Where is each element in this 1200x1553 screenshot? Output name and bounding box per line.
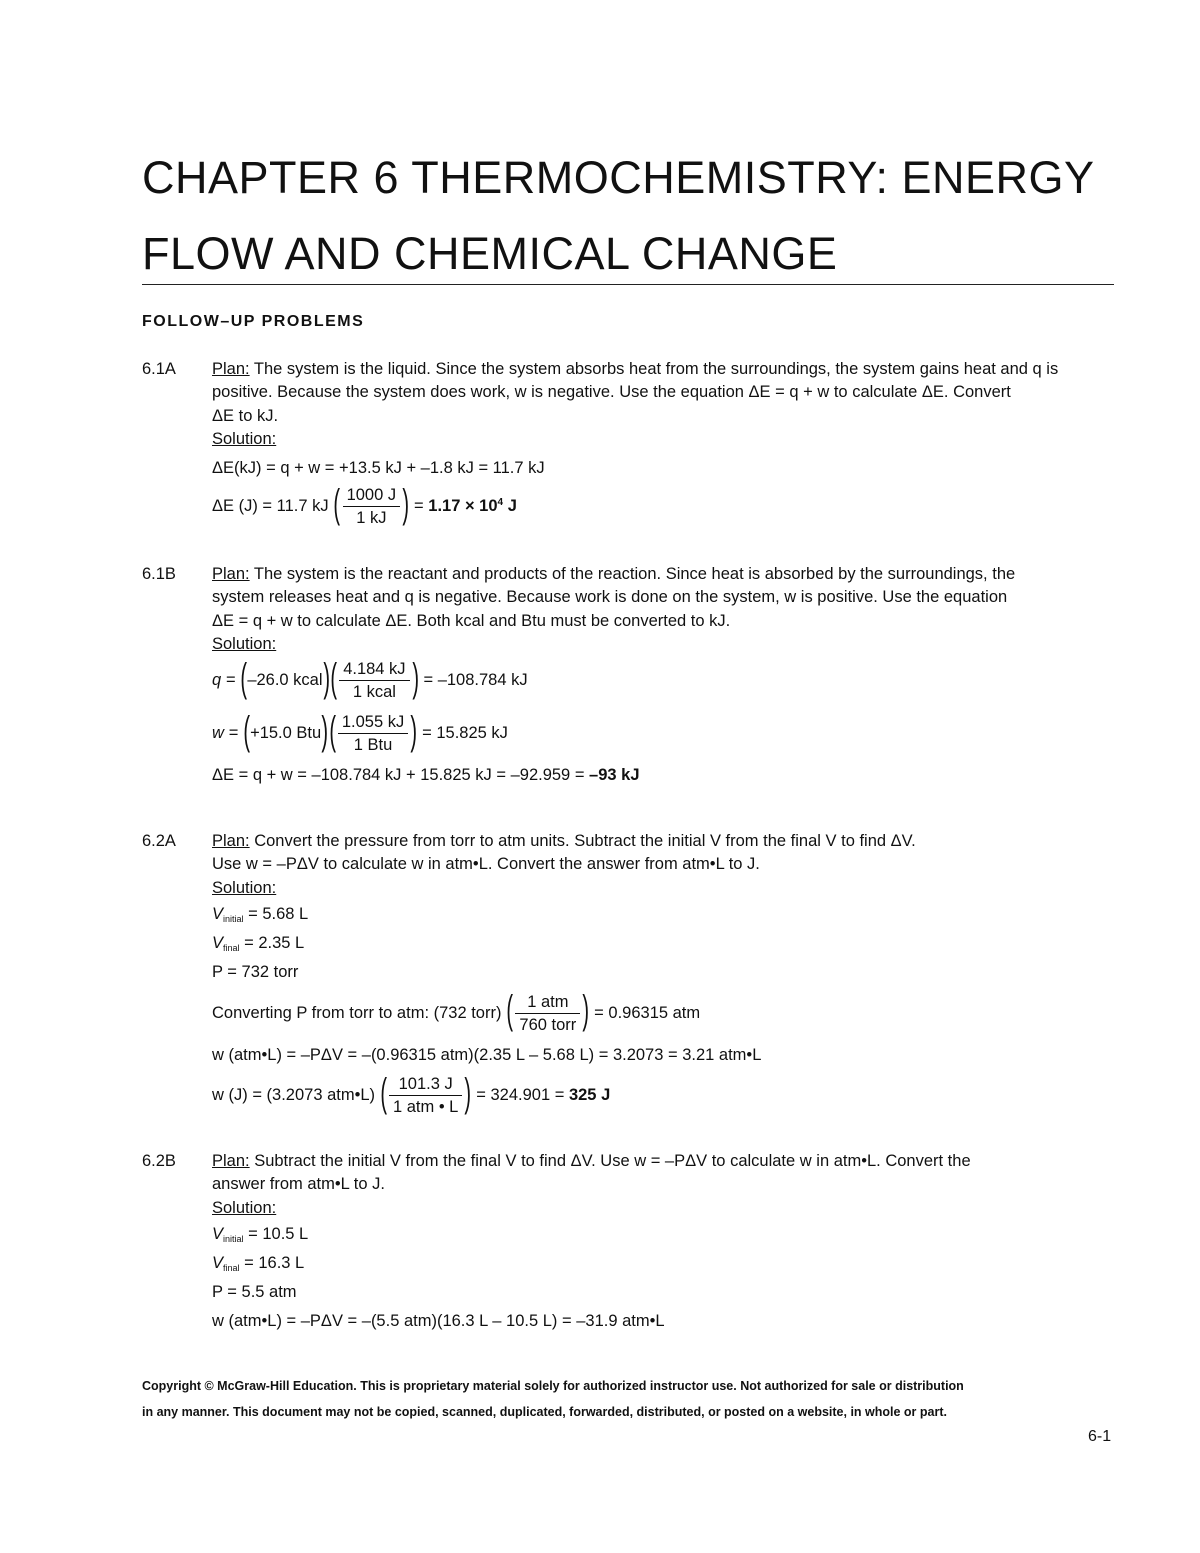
volume-value: = 10.5 L bbox=[243, 1224, 309, 1243]
solution-label: Solution: bbox=[212, 429, 277, 448]
fraction-denominator: 1 atm • L bbox=[392, 1098, 459, 1117]
equation-energy-change bbox=[212, 764, 1117, 787]
initial-volume bbox=[212, 1220, 1117, 1249]
title-divider bbox=[142, 284, 1114, 285]
fraction-denominator: 1 kJ bbox=[356, 509, 387, 528]
problem-number: 6.2A bbox=[142, 832, 176, 850]
volume-symbol: V bbox=[212, 904, 224, 923]
plan-line-2: system releases heat and q is negative. Because work is done on the system, w is positive. Use the equation bbox=[212, 588, 1008, 607]
equation-heat bbox=[212, 655, 1117, 703]
problem-body bbox=[212, 1150, 1117, 1336]
eq-left: q = bbox=[212, 671, 240, 690]
initial-volume bbox=[212, 900, 1117, 929]
conversion-fraction bbox=[339, 658, 409, 703]
fraction-numerator: 4.184 kJ bbox=[339, 658, 409, 681]
problem-number: 6.1A bbox=[142, 360, 176, 378]
eq-left: w (J) = (3.2073 atm•L) bbox=[212, 1086, 376, 1105]
right-paren: ) bbox=[582, 988, 590, 1033]
conversion-fraction bbox=[515, 991, 580, 1036]
problem-number: 6.2B bbox=[142, 1152, 176, 1170]
left-paren: ( bbox=[379, 1070, 387, 1115]
final-volume bbox=[212, 1249, 1117, 1278]
conversion-fraction bbox=[389, 1073, 462, 1118]
plan-line-2: answer from atm•L to J. bbox=[212, 1175, 385, 1194]
plan-text-1: The system is the reactant and products of the reaction. Since heat is absorbed by the surroundings, the bbox=[249, 565, 1016, 583]
volume-value: = 5.68 L bbox=[243, 904, 309, 923]
right-paren: ) bbox=[411, 655, 419, 700]
eq-unit: J bbox=[503, 497, 517, 516]
eq-value: –26.0 kcal bbox=[247, 671, 323, 690]
eq-text: Converting P from torr to atm: (732 torr) bbox=[212, 1003, 502, 1022]
volume-subscript: final bbox=[223, 1262, 240, 1273]
plan-text-1: The system is the liquid. Since the system absorbs heat from the surroundings, the system gains heat and q is bbox=[249, 360, 1059, 378]
solution-label: Solution: bbox=[212, 1198, 277, 1217]
plan-label: Plan: bbox=[212, 832, 250, 850]
eq-result: = 15.825 kJ bbox=[417, 724, 508, 743]
plan-line-1 bbox=[212, 563, 1117, 586]
eq-result: 1.17 × 10 bbox=[428, 497, 498, 516]
fraction-denominator: 760 torr bbox=[519, 1015, 577, 1034]
plan-line-1 bbox=[212, 1150, 1117, 1173]
right-paren: ) bbox=[402, 481, 410, 526]
fraction-denominator: 1 kcal bbox=[352, 683, 396, 702]
eq-result: 325 J bbox=[568, 1086, 611, 1105]
problem-body bbox=[212, 358, 1117, 529]
chapter-title-line-2: FLOW AND CHEMICAL CHANGE bbox=[142, 228, 838, 279]
problem-body bbox=[212, 830, 1117, 1118]
eq-exponent: 4 bbox=[497, 497, 504, 509]
fraction-numerator: 101.3 J bbox=[389, 1073, 462, 1096]
eq-result: –93 kJ bbox=[589, 766, 640, 785]
plan-text-1: Convert the pressure from torr to atm units. Subtract the initial V from the final V to find ΔV. bbox=[249, 832, 916, 850]
left-paren: ( bbox=[333, 481, 341, 526]
plan-line-1 bbox=[212, 830, 1117, 853]
plan-label: Plan: bbox=[212, 1152, 250, 1170]
footer-line-2: in any manner. This document may not be copied, scanned, duplicated, forwarded, distributed, or posted on a website, in whole or part. bbox=[142, 1405, 947, 1419]
eq-result: = –108.784 kJ bbox=[418, 671, 528, 690]
equation-energy-j bbox=[212, 481, 1117, 529]
fraction-numerator: 1000 J bbox=[343, 484, 401, 507]
solution-label: Solution: bbox=[212, 634, 277, 653]
plan-label: Plan: bbox=[212, 565, 250, 583]
equation-work-atm: w (atm•L) = –PΔV = –(5.5 atm)(16.3 L – 10.5 L) = –31.9 atm•L bbox=[212, 1311, 665, 1330]
equation-work-joules bbox=[212, 1070, 1117, 1118]
footer-line-1: Copyright © McGraw-Hill Education. This is proprietary material solely for authorized instructor use. Not authorized for sale or distribution bbox=[142, 1379, 964, 1393]
pressure-value: P = 5.5 atm bbox=[212, 1282, 297, 1301]
volume-value: = 16.3 L bbox=[239, 1253, 305, 1272]
plan-line-3: ΔE to kJ. bbox=[212, 406, 279, 425]
conversion-fraction bbox=[343, 484, 401, 529]
plan-line-2: Use w = –PΔV to calculate w in atm•L. Convert the answer from atm•L to J. bbox=[212, 855, 760, 874]
plan-line-3: ΔE = q + w to calculate ΔE. Both kcal and Btu must be converted to kJ. bbox=[212, 611, 731, 630]
copyright-footer bbox=[142, 1373, 1112, 1425]
volume-subscript: initial bbox=[223, 1233, 244, 1244]
chapter-title-line-1: CHAPTER 6 THERMOCHEMISTRY: ENERGY bbox=[142, 152, 1095, 203]
right-paren: ) bbox=[464, 1070, 472, 1115]
volume-subscript: final bbox=[223, 942, 240, 953]
left-paren: ( bbox=[328, 708, 336, 753]
volume-symbol: V bbox=[212, 933, 224, 952]
equation-energy-kj: ΔE(kJ) = q + w = +13.5 kJ + –1.8 kJ = 11.7 kJ bbox=[212, 459, 545, 478]
right-paren: ) bbox=[322, 655, 330, 700]
plan-line-2: positive. Because the system does work, w is negative. Use the equation ΔE = q + w to calculate ΔE. Convert bbox=[212, 383, 1011, 402]
eq-text: ΔE = q + w = –108.784 kJ + 15.825 kJ = –92.959 = bbox=[212, 766, 590, 785]
eq-left: ΔE (J) = 11.7 kJ bbox=[212, 497, 329, 516]
plan-text-1: Subtract the initial V from the final V to find ΔV. Use w = –PΔV to calculate w in atm•L. Convert the bbox=[249, 1152, 971, 1170]
eq-mid: = 324.901 = bbox=[471, 1086, 569, 1105]
page-number: 6-1 bbox=[1088, 1428, 1112, 1445]
eq-result: = 0.96315 atm bbox=[589, 1003, 701, 1022]
eq-value: +15.0 Btu bbox=[250, 724, 322, 743]
right-paren: ) bbox=[321, 708, 329, 753]
fraction-numerator: 1 atm bbox=[515, 991, 580, 1014]
fraction-numerator: 1.055 kJ bbox=[338, 711, 408, 734]
left-paren: ( bbox=[506, 988, 514, 1033]
final-volume bbox=[212, 929, 1117, 958]
plan-line-1 bbox=[212, 358, 1117, 381]
chapter-title bbox=[142, 140, 1142, 292]
left-paren: ( bbox=[330, 655, 337, 700]
problem-body bbox=[212, 563, 1117, 787]
problem-number: 6.1B bbox=[142, 565, 176, 583]
equation-work-atm: w (atm•L) = –PΔV = –(0.96315 atm)(2.35 L – 5.68 L) = 3.2073 = 3.21 atm•L bbox=[212, 1045, 762, 1064]
solution-label: Solution: bbox=[212, 878, 277, 897]
volume-subscript: initial bbox=[223, 913, 244, 924]
plan-label: Plan: bbox=[212, 360, 250, 378]
volume-symbol: V bbox=[212, 1253, 224, 1272]
volume-symbol: V bbox=[212, 1224, 224, 1243]
eq-left: w = bbox=[212, 724, 243, 743]
volume-value: = 2.35 L bbox=[239, 933, 305, 952]
eq-equals: = bbox=[414, 497, 429, 516]
left-paren: ( bbox=[243, 708, 250, 753]
conversion-fraction bbox=[338, 711, 408, 756]
section-heading: FOLLOW–UP PROBLEMS bbox=[142, 313, 365, 330]
fraction-denominator: 1 Btu bbox=[353, 736, 393, 755]
equation-work bbox=[212, 708, 1117, 756]
equation-pressure-conversion bbox=[212, 988, 1117, 1036]
left-paren: ( bbox=[240, 655, 247, 700]
right-paren: ) bbox=[410, 708, 418, 753]
pressure-value: P = 732 torr bbox=[212, 962, 299, 981]
